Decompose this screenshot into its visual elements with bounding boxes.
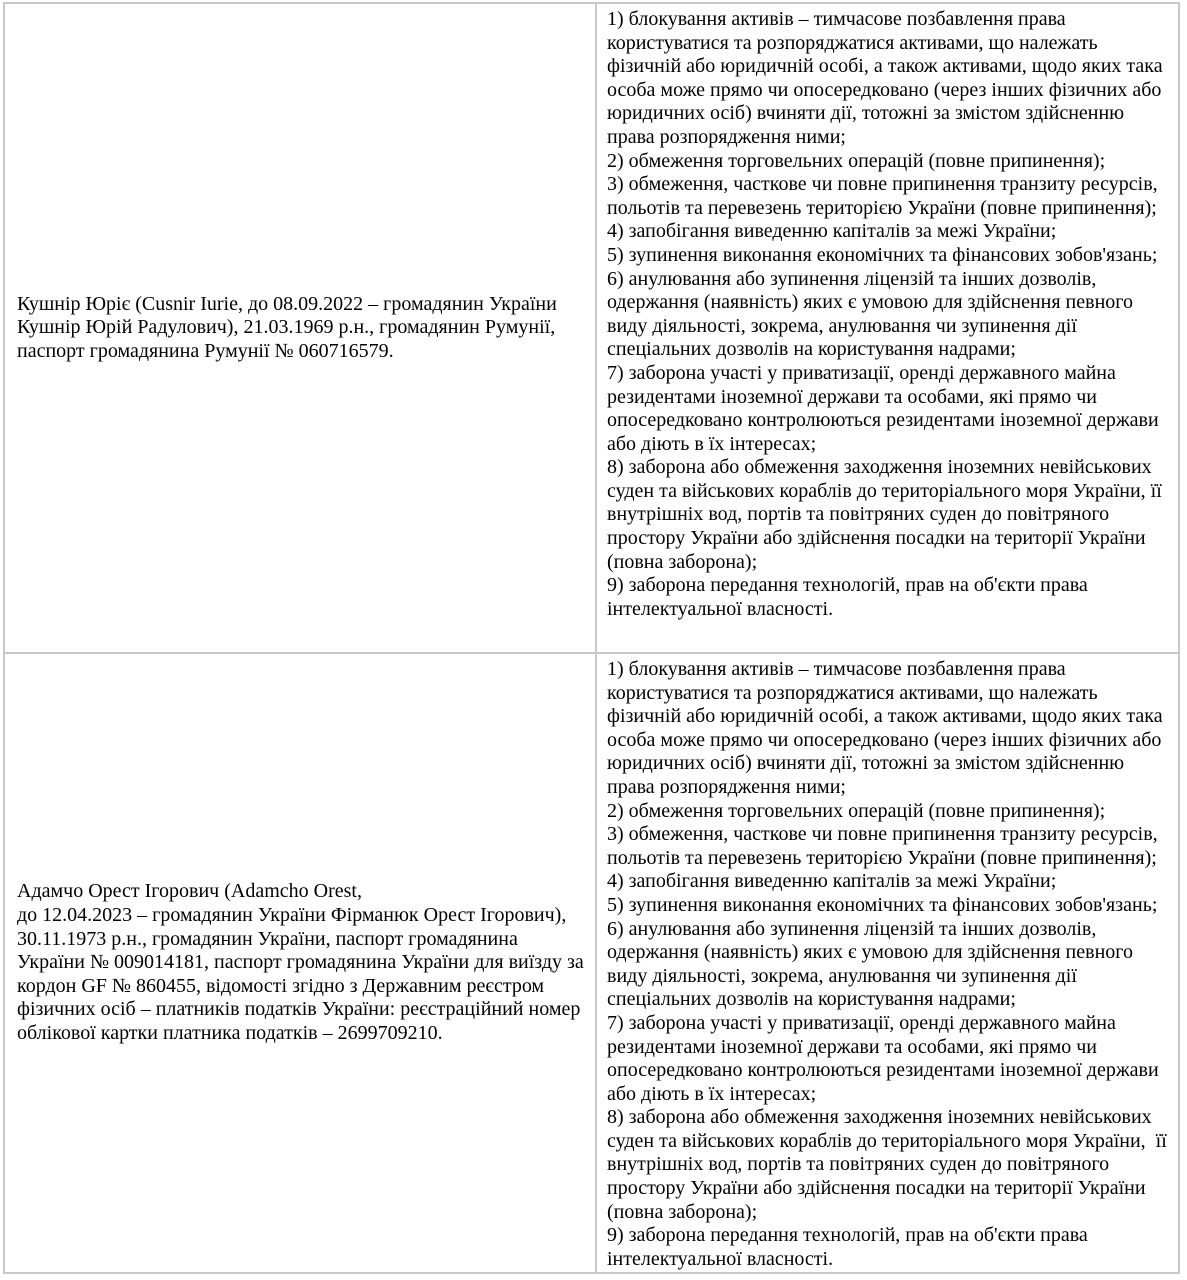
sanction-item: 9) заборона передання технологій, прав на об'єкти права інтелектуальної власності. xyxy=(607,1224,1093,1270)
sanctions-cell xyxy=(597,654,1178,1272)
sanction-item: 5) зупинення виконання економічних та фінансових зобов'язань; xyxy=(607,243,1158,266)
sanction-item: 1) блокування активів – тимчасове позбавлення права користуватися та розпоряджатися активами, що належать фізичній або юридичній особі, а також активами, щодо яких така особа може прямо чи опосередковано (через інших фізичних або юридичних осіб) вчиняти дії, тотожні за змістом здійсненню права розпорядження ними; xyxy=(607,8,1168,148)
sanction-item: 2) обмеження торговельних операцій (повне припинення); xyxy=(607,799,1106,822)
sanction-item: 4) запобігання виведенню капіталів за межі України; xyxy=(607,870,1057,893)
person-cell xyxy=(5,4,597,654)
sanction-item: 5) зупинення виконання економічних та фінансових зобов'язань; xyxy=(607,893,1158,916)
sanction-item: 1) блокування активів – тимчасове позбавлення права користуватися та розпоряджатися активами, що належать фізичній або юридичній особі, а також активами, щодо яких така особа може прямо чи опосередковано (через інших фізичних або юридичних осіб) вчиняти дії, тотожні за змістом здійсненню права розпорядження ними; xyxy=(607,658,1168,798)
person-description: Кушнір Юріє (Cusnir Iurie, до 08.09.2022 – громадянин України Кушнір Юрій Радулович), 21.03.1969 р.н., громадянин Румунії, паспорт громадянина Румунії № 060716579. xyxy=(17,292,562,362)
sanction-item: 8) заборона або обмеження заходження іноземних невійськових суден та військових кораблів до територіального моря України, її внутрішніх вод, портів та повітряних суден до повітряного простору України або здійснення посадки на території України (повна заборона); xyxy=(607,1106,1172,1223)
sanction-item: 7) заборона участі у приватизації, оренді державного майна резидентами іноземної держави та особами, які прямо чи опосередковано контролюються резидентами іноземної держави або діють в їх інтересах; xyxy=(607,361,1164,455)
sanction-item: 7) заборона участі у приватизації, оренді державного майна резидентами іноземної держави та особами, які прямо чи опосередковано контролюються резидентами іноземної держави або діють в їх інтересах; xyxy=(607,1011,1164,1105)
sanction-item: 6) анулювання або зупинення ліцензій та інших дозволів, одержання (наявність) яких є умовою для здійснення певного виду діяльності, зокрема, анулювання чи зупинення дії спеціальних дозволів на користування надрами; xyxy=(607,267,1138,361)
sanction-item: 6) анулювання або зупинення ліцензій та інших дозволів, одержання (наявність) яких є умовою для здійснення певного виду діяльності, зокрема, анулювання чи зупинення дії спеціальних дозволів на користування надрами; xyxy=(607,917,1138,1011)
sanction-item: 4) запобігання виведенню капіталів за межі України; xyxy=(607,220,1057,243)
sanctions-cell xyxy=(597,4,1178,654)
person-cell xyxy=(5,654,597,1272)
sanction-item: 8) заборона або обмеження заходження іноземних невійськових суден та військових кораблів до територіального моря України, її внутрішніх вод, портів та повітряних суден до повітряного простору України або здійснення посадки на території України (повна заборона); xyxy=(607,456,1167,573)
person-description: Адамчо Орест Ігорович (Adamcho Orest, до 12.04.2023 – громадянин України Фірманюк Орест Ігорович), 30.11.1973 р.н., громадянин України, паспорт громадянина України № 009014181, паспорт громадянина України для виїзду за кордон GF № 860455, відомості згідно з Державним реєстром фізичних осіб – платників податків України: реєстраційний номер облікової картки платника податків – 2699709210. xyxy=(17,880,584,1044)
sanction-item: 3) обмеження, часткове чи повне припинення транзиту ресурсів, польотів та перевезень територією України (повне припинення); xyxy=(607,173,1163,219)
sanction-item: 3) обмеження, часткове чи повне припинення транзиту ресурсів, польотів та перевезень територією України (повне припинення); xyxy=(607,823,1163,869)
sanction-item: 9) заборона передання технологій, прав на об'єкти права інтелектуальної власності. xyxy=(607,574,1093,620)
sanctions-table xyxy=(3,2,1180,1274)
sanction-item: 2) обмеження торговельних операцій (повне припинення); xyxy=(607,149,1106,172)
